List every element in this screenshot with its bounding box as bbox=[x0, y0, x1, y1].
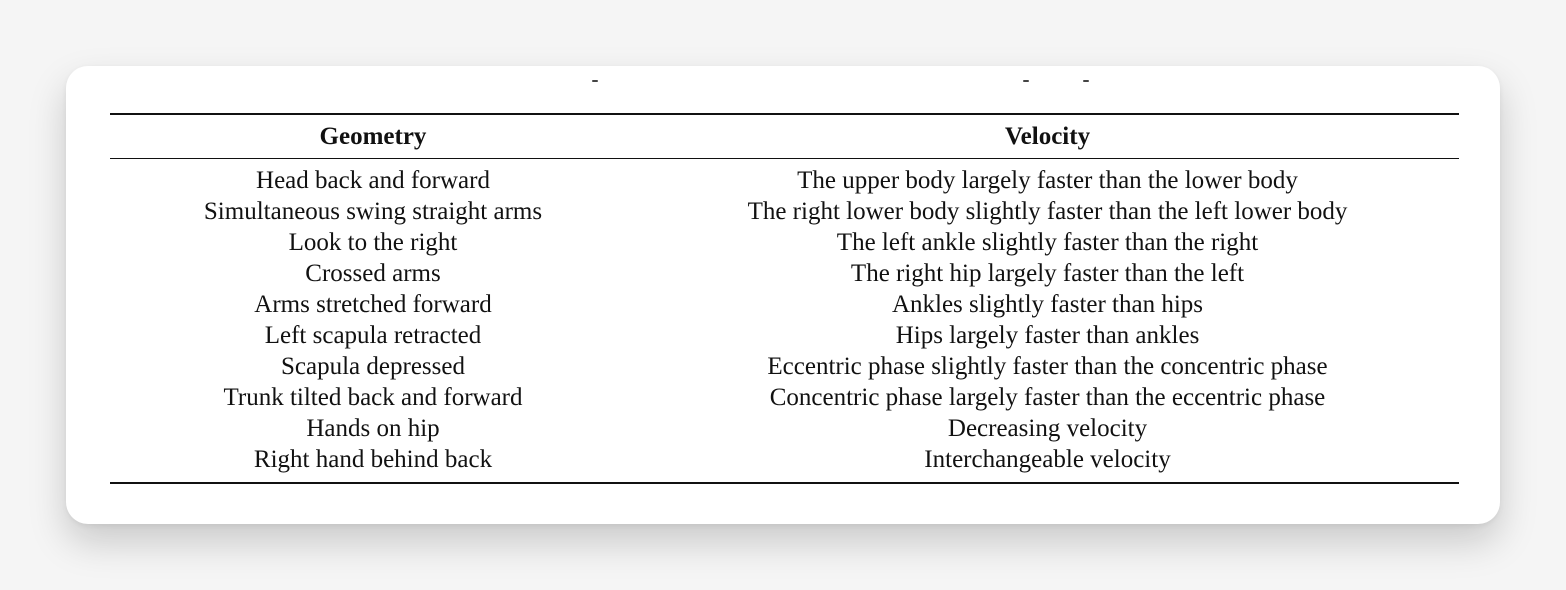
caption-fragment-mark bbox=[592, 80, 598, 82]
velocity-cell: The upper body largely faster than the lower body bbox=[797, 167, 1298, 194]
table-row bbox=[110, 258, 1459, 289]
geometry-cell: Scapula depressed bbox=[281, 353, 465, 380]
table-header-row bbox=[110, 114, 1459, 159]
table-row bbox=[110, 159, 1459, 197]
geometry-cell: Right hand behind back bbox=[253, 446, 493, 473]
geometry-cell: Crossed arms bbox=[305, 260, 441, 287]
table-row bbox=[110, 320, 1459, 351]
geometry-cell: Simultaneous swing straight arms bbox=[203, 198, 543, 225]
velocity-cell: Hips largely faster than ankles bbox=[895, 322, 1200, 349]
velocity-cell: Concentric phase largely faster than the eccentric phase bbox=[769, 384, 1326, 411]
geometry-cell: Arms stretched forward bbox=[254, 291, 492, 318]
table-row bbox=[110, 196, 1459, 227]
caption-fragment-mark bbox=[1083, 80, 1089, 82]
velocity-cell: The left ankle slightly faster than the right bbox=[836, 229, 1259, 256]
table-row bbox=[110, 382, 1459, 413]
table-row bbox=[110, 444, 1459, 483]
velocity-cell: Eccentric phase slightly faster than the concentric phase bbox=[767, 353, 1328, 380]
geometry-cell: Left scapula retracted bbox=[264, 322, 482, 349]
velocity-cell: Ankles slightly faster than hips bbox=[891, 291, 1204, 318]
velocity-cell: Interchangeable velocity bbox=[924, 446, 1171, 473]
velocity-cell: The right hip largely faster than the left bbox=[850, 260, 1245, 287]
cropped-caption-remnant bbox=[66, 80, 1500, 92]
header-velocity: Velocity bbox=[1004, 122, 1091, 150]
caption-fragment-mark bbox=[1023, 80, 1029, 82]
table-card bbox=[66, 66, 1500, 524]
table-row bbox=[110, 227, 1459, 258]
velocity-cell: The right lower body slightly faster than the left lower body bbox=[747, 198, 1348, 225]
header-geometry: Geometry bbox=[319, 122, 427, 150]
table-row bbox=[110, 413, 1459, 444]
geometry-cell: Hands on hip bbox=[306, 415, 440, 442]
geometry-velocity-table bbox=[110, 113, 1459, 484]
geometry-cell: Head back and forward bbox=[256, 167, 490, 194]
velocity-cell: Decreasing velocity bbox=[947, 415, 1148, 442]
geometry-cell: Trunk tilted back and forward bbox=[223, 384, 523, 411]
table-row bbox=[110, 351, 1459, 382]
table-row bbox=[110, 289, 1459, 320]
geometry-cell: Look to the right bbox=[288, 229, 458, 256]
